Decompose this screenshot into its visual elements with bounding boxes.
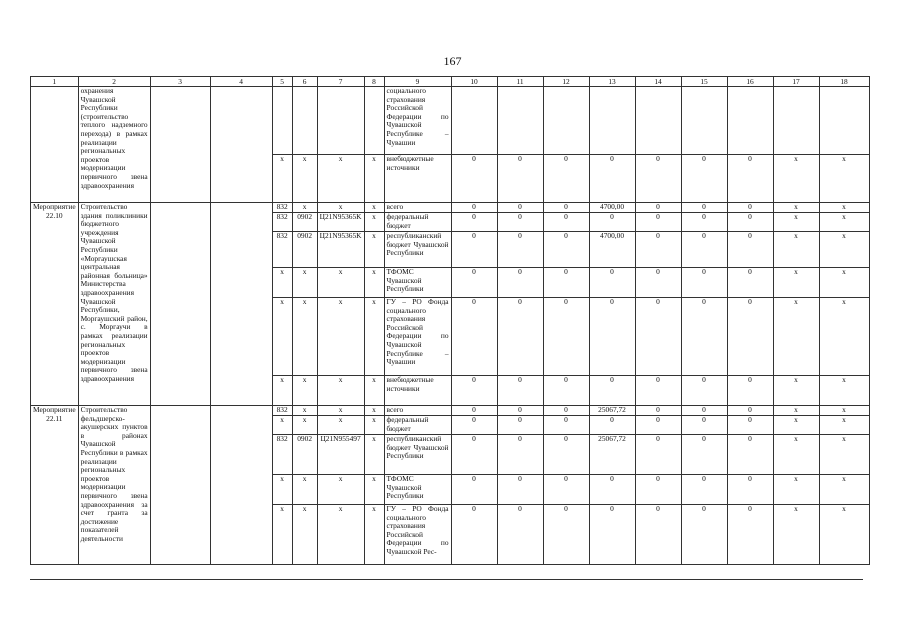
amount-cell: x — [773, 232, 819, 268]
amount-cell: 0 — [635, 435, 681, 475]
amount-cell: 0 — [451, 376, 497, 406]
header-row — [31, 77, 870, 87]
column-number: 4 — [210, 77, 272, 87]
column-number: 5 — [272, 77, 292, 87]
code-cell — [292, 87, 317, 155]
code-cell: x — [272, 155, 292, 203]
amount-cell: 0 — [543, 406, 589, 416]
amount-cell: 0 — [635, 475, 681, 505]
amount-cell: 0 — [681, 475, 727, 505]
amount-cell — [727, 87, 773, 155]
funding-source: всего — [384, 203, 451, 213]
amount-cell: 0 — [681, 416, 727, 435]
amount-cell — [681, 87, 727, 155]
amount-cell: 0 — [635, 416, 681, 435]
code-cell: x — [317, 203, 364, 213]
column-number: 13 — [589, 77, 635, 87]
column-number: 14 — [635, 77, 681, 87]
code-cell: x — [364, 435, 384, 475]
column-number: 10 — [451, 77, 497, 87]
funding-source: федеральный бюджет — [384, 416, 451, 435]
code-cell: x — [292, 376, 317, 406]
amount-cell: 0 — [727, 232, 773, 268]
amount-cell: 0 — [589, 475, 635, 505]
funding-source: ГУ – РО Фонда социального страхования Российской Федерации по Чувашской Республике – Чувашии — [384, 298, 451, 376]
amount-cell: 0 — [727, 475, 773, 505]
code-cell — [317, 87, 364, 155]
code-cell: x — [272, 268, 292, 298]
amount-cell: x — [773, 268, 819, 298]
amount-cell — [543, 87, 589, 155]
code-cell: x — [364, 203, 384, 213]
amount-cell: 0 — [681, 155, 727, 203]
amount-cell: 0 — [451, 268, 497, 298]
funding-source: ГУ – РО Фонда социального страхования Российской Федерации по Чувашской Рес- — [384, 505, 451, 565]
amount-cell — [497, 87, 543, 155]
column-number: 2 — [78, 77, 150, 87]
code-cell: 832 — [272, 232, 292, 268]
amount-cell: 0 — [635, 203, 681, 213]
amount-cell: x — [819, 232, 869, 268]
column-number: 8 — [364, 77, 384, 87]
amount-cell: 0 — [451, 416, 497, 435]
amount-cell: 0 — [681, 505, 727, 565]
event-label: Мероприятие 22.10 — [31, 203, 79, 406]
amount-cell: x — [773, 416, 819, 435]
amount-cell: 4700,00 — [589, 203, 635, 213]
amount-cell: x — [773, 213, 819, 232]
amount-cell: 0 — [451, 435, 497, 475]
amount-cell: 0 — [635, 298, 681, 376]
funding-source: ТФОМС Чувашской Республики — [384, 268, 451, 298]
amount-cell: 0 — [451, 232, 497, 268]
amount-cell: 0 — [451, 505, 497, 565]
amount-cell: x — [819, 298, 869, 376]
amount-cell: 25067,72 — [589, 435, 635, 475]
table-row — [31, 87, 870, 155]
amount-cell — [819, 87, 869, 155]
amount-cell: 0 — [497, 232, 543, 268]
amount-cell: 0 — [727, 213, 773, 232]
code-cell: x — [364, 232, 384, 268]
amount-cell: 0 — [727, 435, 773, 475]
code-cell — [364, 87, 384, 155]
amount-cell: 0 — [497, 435, 543, 475]
amount-cell: 0 — [497, 268, 543, 298]
column-number: 17 — [773, 77, 819, 87]
code-cell: x — [292, 203, 317, 213]
amount-cell: 4700,00 — [589, 232, 635, 268]
funding-source: республиканский бюджет Чувашской Республики — [384, 232, 451, 268]
amount-cell: x — [819, 416, 869, 435]
amount-cell: 0 — [543, 475, 589, 505]
amount-cell: 0 — [727, 155, 773, 203]
amount-cell: 0 — [451, 406, 497, 416]
amount-cell: 0 — [589, 268, 635, 298]
amount-cell: 0 — [497, 213, 543, 232]
amount-cell: 0 — [681, 376, 727, 406]
amount-cell — [635, 87, 681, 155]
column-number: 18 — [819, 77, 869, 87]
code-cell: 0902 — [292, 213, 317, 232]
code-cell: x — [364, 155, 384, 203]
amount-cell: 0 — [635, 505, 681, 565]
code-cell — [272, 87, 292, 155]
amount-cell: 0 — [497, 505, 543, 565]
amount-cell: x — [773, 435, 819, 475]
event-description: Строительство здания поликлиники бюджетного учреждения Чувашской Республики «Моргаушская центральная районная больница» Министерства здравоохранения Чувашской Республики, Моргаушский район, с. Моргаучи в рамках реализации региональных проектов модернизации первичного звена здравоохранения — [78, 203, 150, 406]
amount-cell: x — [773, 203, 819, 213]
amount-cell: 0 — [543, 232, 589, 268]
amount-cell: 0 — [635, 232, 681, 268]
funding-source: республиканский бюджет Чувашской Республики — [384, 435, 451, 475]
code-cell: x — [364, 406, 384, 416]
funding-source: внебюджетные источники — [384, 155, 451, 203]
column-number: 1 — [31, 77, 79, 87]
code-cell: x — [317, 475, 364, 505]
amount-cell: 0 — [497, 416, 543, 435]
amount-cell: 0 — [681, 232, 727, 268]
code-cell: 832 — [272, 435, 292, 475]
empty-cell — [150, 406, 210, 565]
table-row — [31, 406, 870, 416]
code-cell: 0902 — [292, 435, 317, 475]
code-cell: x — [364, 416, 384, 435]
column-number: 6 — [292, 77, 317, 87]
funding-source: социального страхования Российской Федерации по Чувашской Республике – Чувашии — [384, 87, 451, 155]
amount-cell: 0 — [589, 505, 635, 565]
code-cell: x — [292, 475, 317, 505]
amount-cell: 0 — [451, 298, 497, 376]
code-cell: x — [272, 298, 292, 376]
amount-cell: 0 — [727, 203, 773, 213]
code-cell: 832 — [272, 203, 292, 213]
code-cell: x — [317, 416, 364, 435]
column-number: 12 — [543, 77, 589, 87]
amount-cell: x — [819, 213, 869, 232]
amount-cell: 0 — [589, 416, 635, 435]
code-cell: x — [364, 505, 384, 565]
column-number: 16 — [727, 77, 773, 87]
budget-table — [30, 76, 870, 565]
amount-cell: 0 — [681, 203, 727, 213]
amount-cell: x — [819, 435, 869, 475]
event-description: охранения Чувашской Республики (строительство теплого надземного перехода) в рамках реализации региональных проектов модернизации первичного звена здравоохранения — [78, 87, 150, 203]
amount-cell: x — [773, 475, 819, 505]
column-number: 11 — [497, 77, 543, 87]
empty-cell — [150, 203, 210, 406]
column-number: 9 — [384, 77, 451, 87]
amount-cell: 0 — [681, 213, 727, 232]
code-cell: x — [317, 406, 364, 416]
code-cell: x — [317, 376, 364, 406]
amount-cell: 0 — [589, 298, 635, 376]
amount-cell: 0 — [589, 213, 635, 232]
code-cell: x — [272, 416, 292, 435]
table-bottom-edge — [30, 579, 863, 580]
code-cell: x — [292, 268, 317, 298]
code-cell: x — [364, 376, 384, 406]
funding-source: внебюджетные источники — [384, 376, 451, 406]
event-description: Строительство фельдшерско-акушерских пунктов в районах Чувашской Республики в рамках реализации региональных проектов модернизации первичного звена здравоохранения за счет гранта за достижение показателей деятельности — [78, 406, 150, 565]
amount-cell: 0 — [681, 406, 727, 416]
table-row — [31, 203, 870, 213]
column-number: 3 — [150, 77, 210, 87]
amount-cell: 0 — [451, 475, 497, 505]
amount-cell: 0 — [543, 203, 589, 213]
code-cell: x — [364, 298, 384, 376]
amount-cell: x — [819, 268, 869, 298]
amount-cell: 0 — [635, 376, 681, 406]
amount-cell: x — [819, 376, 869, 406]
code-cell: x — [317, 298, 364, 376]
amount-cell: 0 — [451, 213, 497, 232]
amount-cell: 0 — [635, 268, 681, 298]
empty-cell — [210, 87, 272, 203]
code-cell: x — [292, 406, 317, 416]
code-cell: 832 — [272, 406, 292, 416]
code-cell: Ц21N95365K — [317, 213, 364, 232]
code-cell: x — [364, 475, 384, 505]
code-cell: x — [292, 505, 317, 565]
amount-cell: x — [773, 298, 819, 376]
code-cell: x — [317, 505, 364, 565]
event-label: Мероприятие 22.11 — [31, 406, 79, 565]
amount-cell: 0 — [497, 475, 543, 505]
code-cell: x — [272, 505, 292, 565]
amount-cell: 0 — [543, 435, 589, 475]
amount-cell: x — [819, 505, 869, 565]
amount-cell: 0 — [497, 406, 543, 416]
amount-cell: 0 — [635, 406, 681, 416]
amount-cell: x — [819, 203, 869, 213]
amount-cell: 0 — [727, 416, 773, 435]
amount-cell: 0 — [589, 376, 635, 406]
column-number: 15 — [681, 77, 727, 87]
amount-cell: 0 — [589, 155, 635, 203]
empty-cell — [150, 87, 210, 203]
code-cell: x — [317, 155, 364, 203]
empty-cell — [210, 203, 272, 406]
code-cell: x — [272, 475, 292, 505]
code-cell: Ц21N955497 — [317, 435, 364, 475]
amount-cell: 0 — [543, 505, 589, 565]
amount-cell: x — [773, 155, 819, 203]
amount-cell: x — [819, 155, 869, 203]
amount-cell: 0 — [681, 435, 727, 475]
amount-cell: 0 — [497, 203, 543, 213]
funding-source: федеральный бюджет — [384, 213, 451, 232]
code-cell: x — [272, 376, 292, 406]
amount-cell: 0 — [543, 213, 589, 232]
code-cell: x — [292, 155, 317, 203]
amount-cell: x — [773, 505, 819, 565]
amount-cell: 0 — [543, 268, 589, 298]
code-cell: Ц21N95365K — [317, 232, 364, 268]
code-cell: x — [292, 298, 317, 376]
amount-cell: 0 — [727, 505, 773, 565]
amount-cell: 0 — [635, 213, 681, 232]
amount-cell: 0 — [681, 298, 727, 376]
amount-cell — [773, 87, 819, 155]
amount-cell: 0 — [727, 298, 773, 376]
amount-cell: 0 — [451, 155, 497, 203]
amount-cell: 0 — [497, 376, 543, 406]
amount-cell: 0 — [681, 268, 727, 298]
code-cell: x — [317, 268, 364, 298]
code-cell: x — [364, 213, 384, 232]
page-number: 167 — [443, 54, 462, 68]
code-cell: 832 — [272, 213, 292, 232]
amount-cell: x — [773, 406, 819, 416]
amount-cell — [589, 87, 635, 155]
amount-cell: 0 — [497, 298, 543, 376]
event-label-cell — [31, 87, 79, 203]
amount-cell — [451, 87, 497, 155]
amount-cell: 0 — [543, 416, 589, 435]
amount-cell: x — [819, 475, 869, 505]
amount-cell: 0 — [543, 298, 589, 376]
code-cell: 0902 — [292, 232, 317, 268]
funding-source: ТФОМС Чувашской Республики — [384, 475, 451, 505]
amount-cell: 0 — [727, 406, 773, 416]
empty-cell — [210, 406, 272, 565]
amount-cell: 0 — [635, 155, 681, 203]
amount-cell: x — [819, 406, 869, 416]
amount-cell: 25067,72 — [589, 406, 635, 416]
amount-cell: 0 — [497, 155, 543, 203]
amount-cell: 0 — [451, 203, 497, 213]
amount-cell: 0 — [543, 155, 589, 203]
code-cell: x — [364, 268, 384, 298]
code-cell: x — [292, 416, 317, 435]
column-number: 7 — [317, 77, 364, 87]
amount-cell: 0 — [727, 376, 773, 406]
amount-cell: 0 — [543, 376, 589, 406]
funding-source: всего — [384, 406, 451, 416]
amount-cell: 0 — [727, 268, 773, 298]
amount-cell: x — [773, 376, 819, 406]
